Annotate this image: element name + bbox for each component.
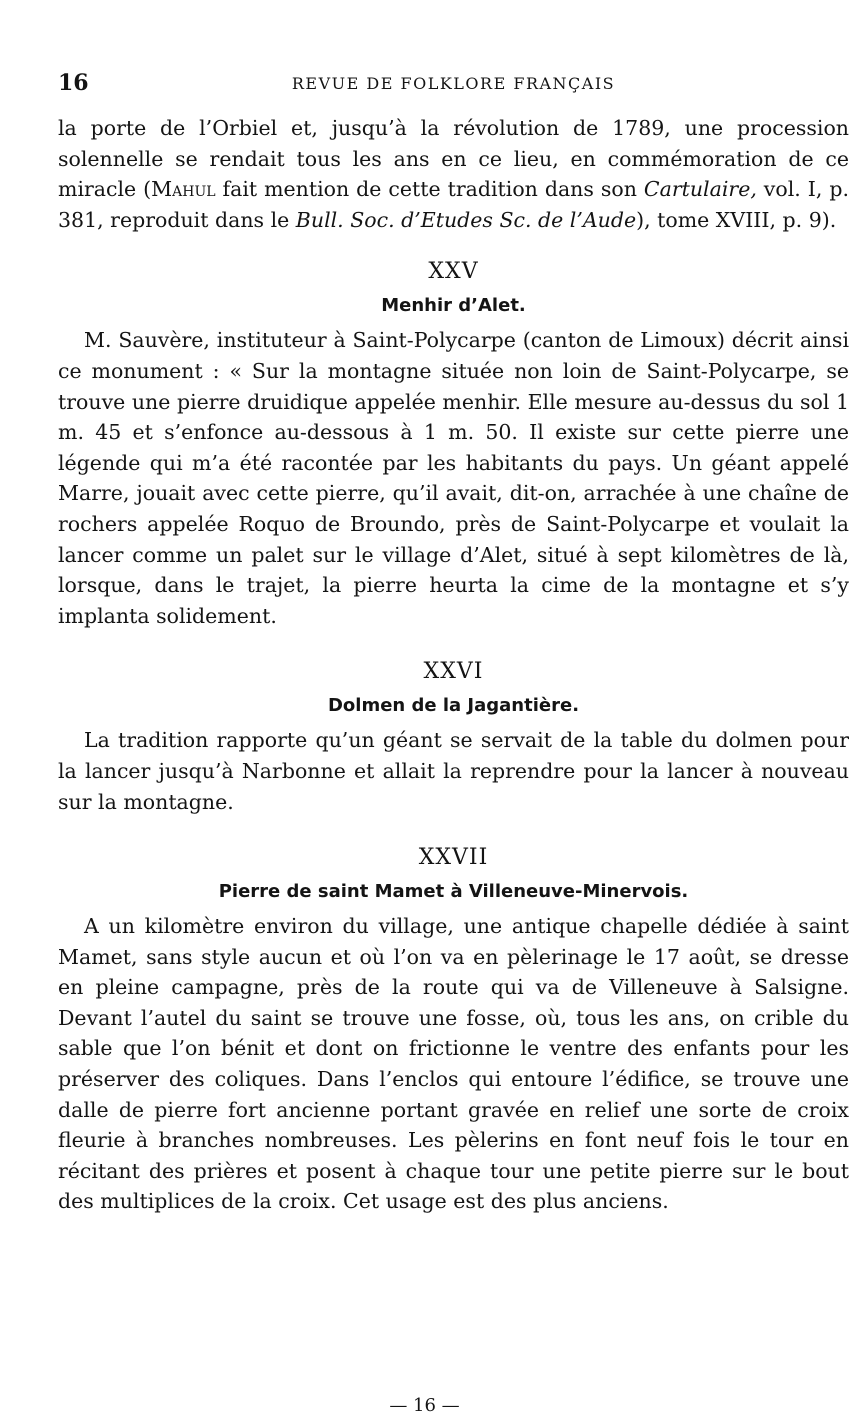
- section-numeral: XXV: [428, 259, 479, 285]
- section-title: Dolmen de la Jagantière.: [327, 695, 580, 717]
- page-header: [58, 70, 849, 98]
- intro-work-cartulaire: Cartulaire,: [643, 177, 757, 202]
- intro-text-1: la porte de l’Orbiel et, jusqu’à la révolution de 1789, une procession solennelle se rendait tous les ans en ce lieu, en commémoration de ce miracle (: [58, 116, 849, 202]
- section-text: La tradition rapporte qu’un géant se servait de la table du dolmen pour la lancer jusqu’à Narbonne et allait la reprendre pour la lancer à nouveau sur la montagne.: [58, 728, 849, 814]
- intro-text-2: fait mention de cette tradition dans son: [215, 177, 644, 202]
- running-title: REVUE DE FOLKLORE FRANÇAIS: [291, 74, 616, 93]
- section-numeral: XXVI: [423, 659, 484, 685]
- intro-text-4: ), tome XVIII, p. 9).: [636, 207, 837, 232]
- page-number: — 16 —: [389, 1395, 460, 1416]
- intro-author: Mahul: [151, 177, 216, 202]
- section-text: M. Sauvère, instituteur à Saint-Polycarpe (canton de Limoux) décrit ainsi ce monument : « Sur la montagne située non loin de Saint-Polycarpe, se trouve une pierre druidique appelée menhir. Elle mesure au-dessus du sol 1 m. 45 et s’enfonce au-dessous à 1 m. 50. Il existe sur cette pierre une légende qui m’a été racontée par les habitants du pays. Un géant appelé Marre, jouait avec cette pierre, qu’il avait, dit-on, arrachée à une chaîne de rochers appelée Roquo de Broundo, près de Saint-Polycarpe et voulait la lancer comme un palet sur le village d’Alet, situé à sept kilomètres de là, lorsque, dans le trajet, la pierre heurta la cime de la montagne et s’y implanta solidement.: [58, 328, 849, 628]
- page-body: [58, 113, 849, 1217]
- intro-text-3: vol. I, p. 381, reproduit dans le: [58, 177, 849, 232]
- section-numeral: XXVII: [418, 845, 489, 871]
- intro-work-bulletin: Bull. Soc. d’Etudes Sc. de l’Aude: [295, 207, 637, 232]
- intro-paragraph: [58, 113, 849, 235]
- section-title: Menhir d’Alet.: [381, 295, 526, 317]
- section-text: A un kilomètre environ du village, une antique chapelle dédiée à saint Mamet, sans style aucun et où l’on va en pèlerinage le 17 août, se dresse en pleine campagne, près de la route qui va de Villeneuve à Salsigne. Devant l’autel du saint se trouve une fosse, où, tous les ans, on crible du sable que l’on bénit et dont on frictionne le ventre des enfants pour les préserver des coliques. Dans l’enclos qui entoure l’édifice, se trouve une dalle de pierre fort ancienne portant gravée en relief une sorte de croix fleurie à branches nombreuses. Les pèlerins en font neuf fois le tour en récitant des prières et posent à chaque tour une petite pierre sur le bout des multiplices de la croix. Cet usage est des plus anciens.: [58, 914, 849, 1214]
- page-folio: 16: [58, 70, 89, 96]
- section-title: Pierre de saint Mamet à Villeneuve-Minervois.: [218, 881, 689, 903]
